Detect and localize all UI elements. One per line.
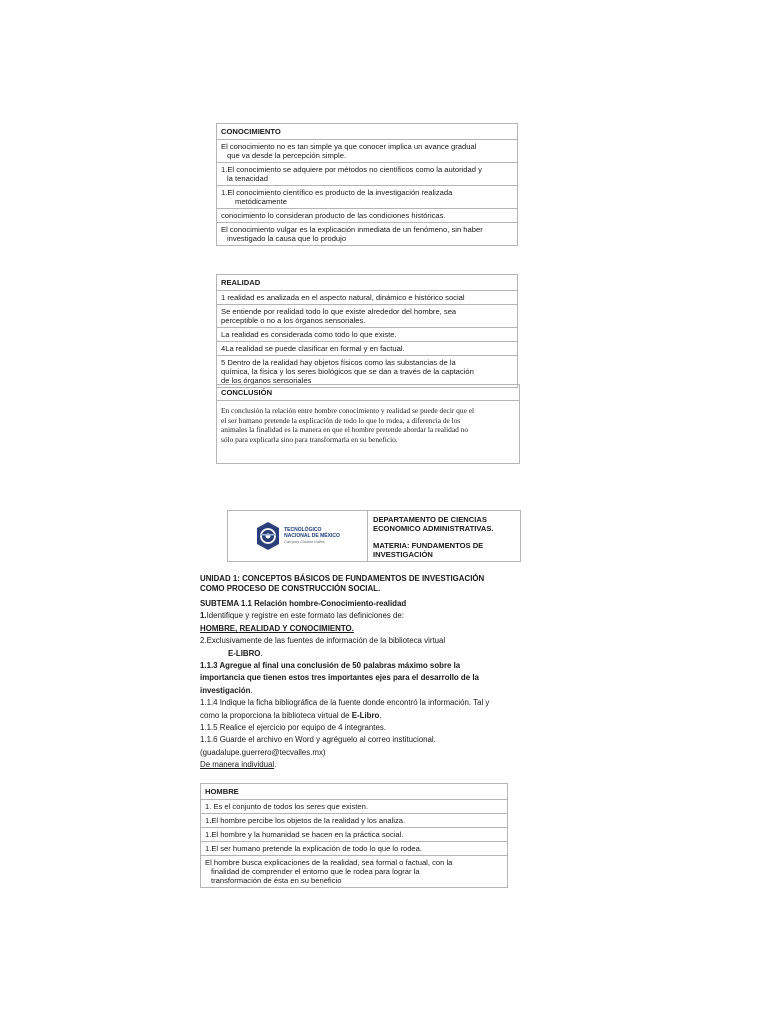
hombre-table — [200, 783, 508, 888]
department-cell: DEPARTAMENTO DE CIENCIAS ECONOMICO ADMINISTRATIVAS. MATERIA: FUNDAMENTOS DE INVESTIGACIÓN — [373, 515, 494, 559]
item-2: 2.Exclusivamente de las fuentes de información de la biblioteca virtual — [200, 636, 446, 646]
conclusion-text: En conclusión la relación entre hombre conocimiento y realidad se puede decir que el el ser humano pretende la explicación de todo lo que lo rodea, a diferencia de los animales la finalidad es la manera en que el hombre pretende abordar la realidad no sólo para explicarla sino para transformarla en su beneficio. — [221, 406, 475, 444]
table-row: 1 realidad es analizada en el aspecto natural, dinámico e histórico social — [217, 291, 518, 305]
table-row: El conocimiento vulgar es la explicación inmediata de un fenómeno, sin haber investigado la causa que lo produjo — [217, 223, 518, 246]
realidad-header: REALIDAD — [217, 275, 518, 291]
item-5: 1.1.5 Realice el ejercicio por equipo de 4 integrantes. — [200, 723, 386, 733]
table-row: 1.El conocimiento científico es producto de la investigación realizada metódicamente — [217, 186, 518, 209]
subtema: SUBTEMA 1.1 Relación hombre-Conocimiento-realidad — [200, 599, 407, 608]
table-row: La realidad es considerada como todo lo que existe. — [217, 328, 518, 342]
gear-emblem-icon — [255, 521, 281, 551]
definitions: HOMBRE, REALIDAD Y CONOCIMIENTO. — [200, 623, 354, 633]
conocimiento-table — [216, 123, 518, 246]
table-row: 1.El conocimiento se adquiere por métodos no científicos como la autoridad y la tenacidad — [217, 163, 518, 186]
table-row: 1.El hombre y la humanidad se hacen en la práctica social. — [201, 828, 508, 842]
table-row: Se entiende por realidad todo lo que existe alrededor del hombre, sea perceptible o no a los órganos sensoriales. — [217, 305, 518, 328]
item-6: 1.1.6 Guarde el archivo en Word y agréguelo al correo institucional. (guadalupe.guerrero@tecvalles.mx) — [200, 735, 436, 757]
table-row: 4La realidad se puede clasificar en formal y en factual. — [217, 342, 518, 356]
table-row: 1.El ser humano pretende la explicación de todo lo que lo rodea. — [201, 842, 508, 856]
conclusion-header: CONCLUSIÓN — [217, 385, 519, 401]
hombre-header: HOMBRE — [201, 784, 508, 800]
logo-text: TECNOLÓGICO NACIONAL DE MÉXICO Campus Ciudad Valles — [284, 527, 340, 544]
table-row: 1.El hombre percibe los objetos de la realidad y los analiza. — [201, 814, 508, 828]
item-2-elibro: E-LIBRO. — [228, 648, 263, 658]
table-row: 1. Es el conjunto de todos los seres que existen. — [201, 800, 508, 814]
table-row: El hombre busca explicaciones de la realidad, sea formal o factual, con la finalidad de comprender el entorno que le rodea para lograr la transformación de ésta en su beneficio — [201, 856, 508, 888]
item-7: De manera individual. — [200, 760, 277, 770]
item-1: 1.Identifique y registre en este formato las definiciones de: — [200, 611, 404, 621]
unidad-title: UNIDAD 1: CONCEPTOS BÁSICOS DE FUNDAMENTOS DE INVESTIGACIÓN COMO PROCESO DE CONSTRUCCIÓN SOCIAL. — [200, 574, 485, 593]
item-4: 1.1.4 Indique la ficha bibliográfica de la fuente donde encontró la información. Tal y como la proporciona la biblioteca virtual de E-Libro. — [200, 698, 490, 720]
item-3: 1.1.3 Agregue al final una conclusión de 50 palabras máximo sobre la importancia que tienen estos tres importantes ejes para el desarrollo de la investigación. — [200, 661, 479, 695]
table-row: 5 Dentro de la realidad hay objetos físicos como las substancias de la química, la física y los seres biológicos que se dan a través de la captación de los órganos sensoriales — [217, 356, 518, 388]
instructions — [200, 574, 514, 772]
tecnm-logo — [255, 521, 340, 551]
table-row: El conocimiento no es tan simple ya que conocer implica un avance gradual que va desde la percepción simple. — [217, 140, 518, 163]
conclusion-box — [216, 384, 520, 464]
logo-cell — [228, 511, 368, 561]
table-row: conocimiento lo consideran producto de las condiciones históricas. — [217, 209, 518, 223]
institution-header — [227, 510, 521, 562]
realidad-table — [216, 274, 518, 388]
conocimiento-header: CONOCIMIENTO — [217, 124, 518, 140]
